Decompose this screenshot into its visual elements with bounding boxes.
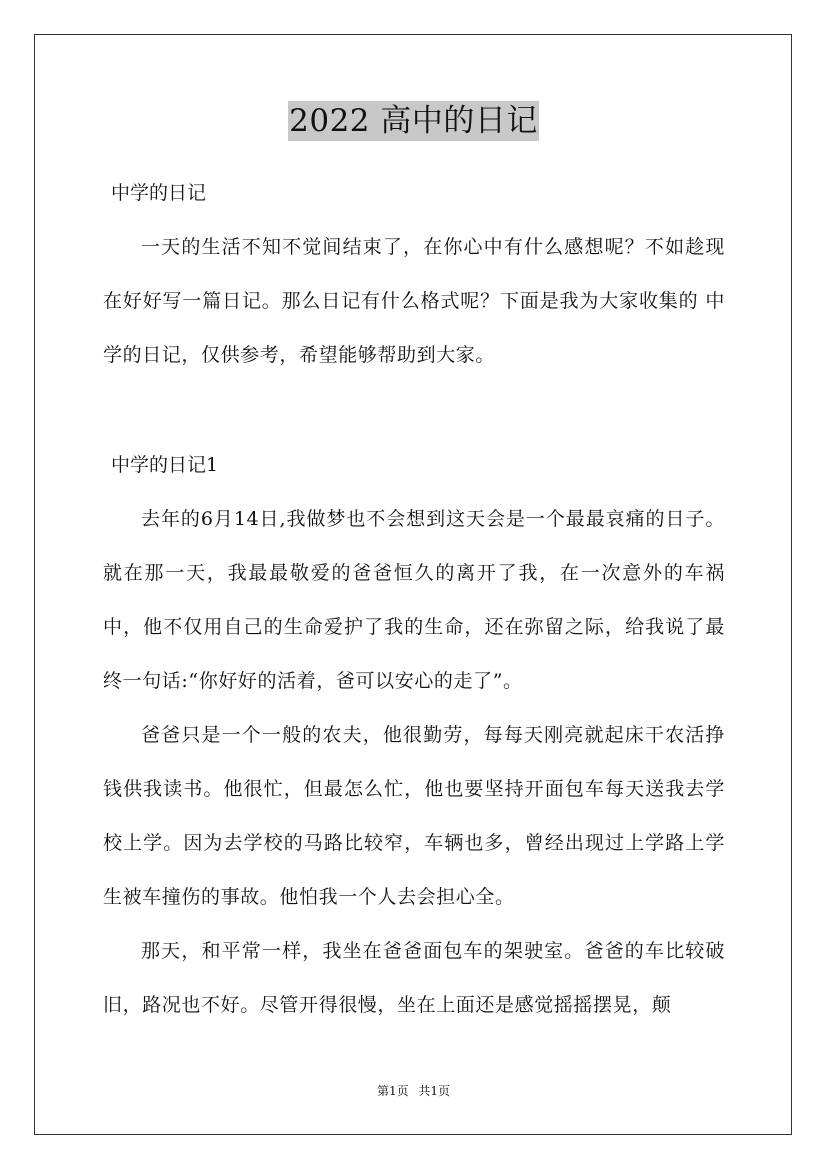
document-title: 2022 高中的日记	[289, 103, 538, 139]
intro-heading: 中学的日记	[111, 182, 207, 204]
title-wrap	[0, 101, 827, 141]
document-body	[103, 166, 725, 1032]
body-paragraph: 去年的6月14日,我做梦也不会想到这天会是一个最最哀痛的日子。就在那一天，我最最敬爱的爸爸恒久的离开了我，在一次意外的车祸中，他不仅用自己的生命爱护了我的生命，还在弥留之际，给我说了最终一句话:“你好好的活着，爸可以安心的走了”。	[103, 508, 725, 692]
body-paragraph: 爸爸只是一个一般的农夫，他很勤劳，每每天刚亮就起床干农活挣钱供我读书。他很忙，但最怎么忙，他也要坚持开面包车每天送我去学校上学。因为去学校的马路比较窄，车辆也多，曾经出现过上学路上学生被车撞伤的事故。他怕我一个人去会担心全。	[103, 724, 725, 908]
intro-paragraph: 一天的生活不知不觉间结束了，在你心中有什么感想呢？不如趁现在好好写一篇日记。那么日记有什么格式呢？下面是我为大家收集的 中学的日记，仅供参考，希望能够帮助到大家。	[103, 236, 725, 366]
page-footer: 第1页 共1页	[376, 1084, 451, 1098]
section-gap	[103, 382, 725, 438]
body-paragraph: 那天，和平常一样，我坐在爸爸面包车的架驶室。爸爸的车比较破旧，路况也不好。尽管开得很慢，坐在上面还是感觉摇摇摆晃，颠	[103, 940, 725, 1016]
section-heading: 中学的日记1	[111, 454, 219, 476]
